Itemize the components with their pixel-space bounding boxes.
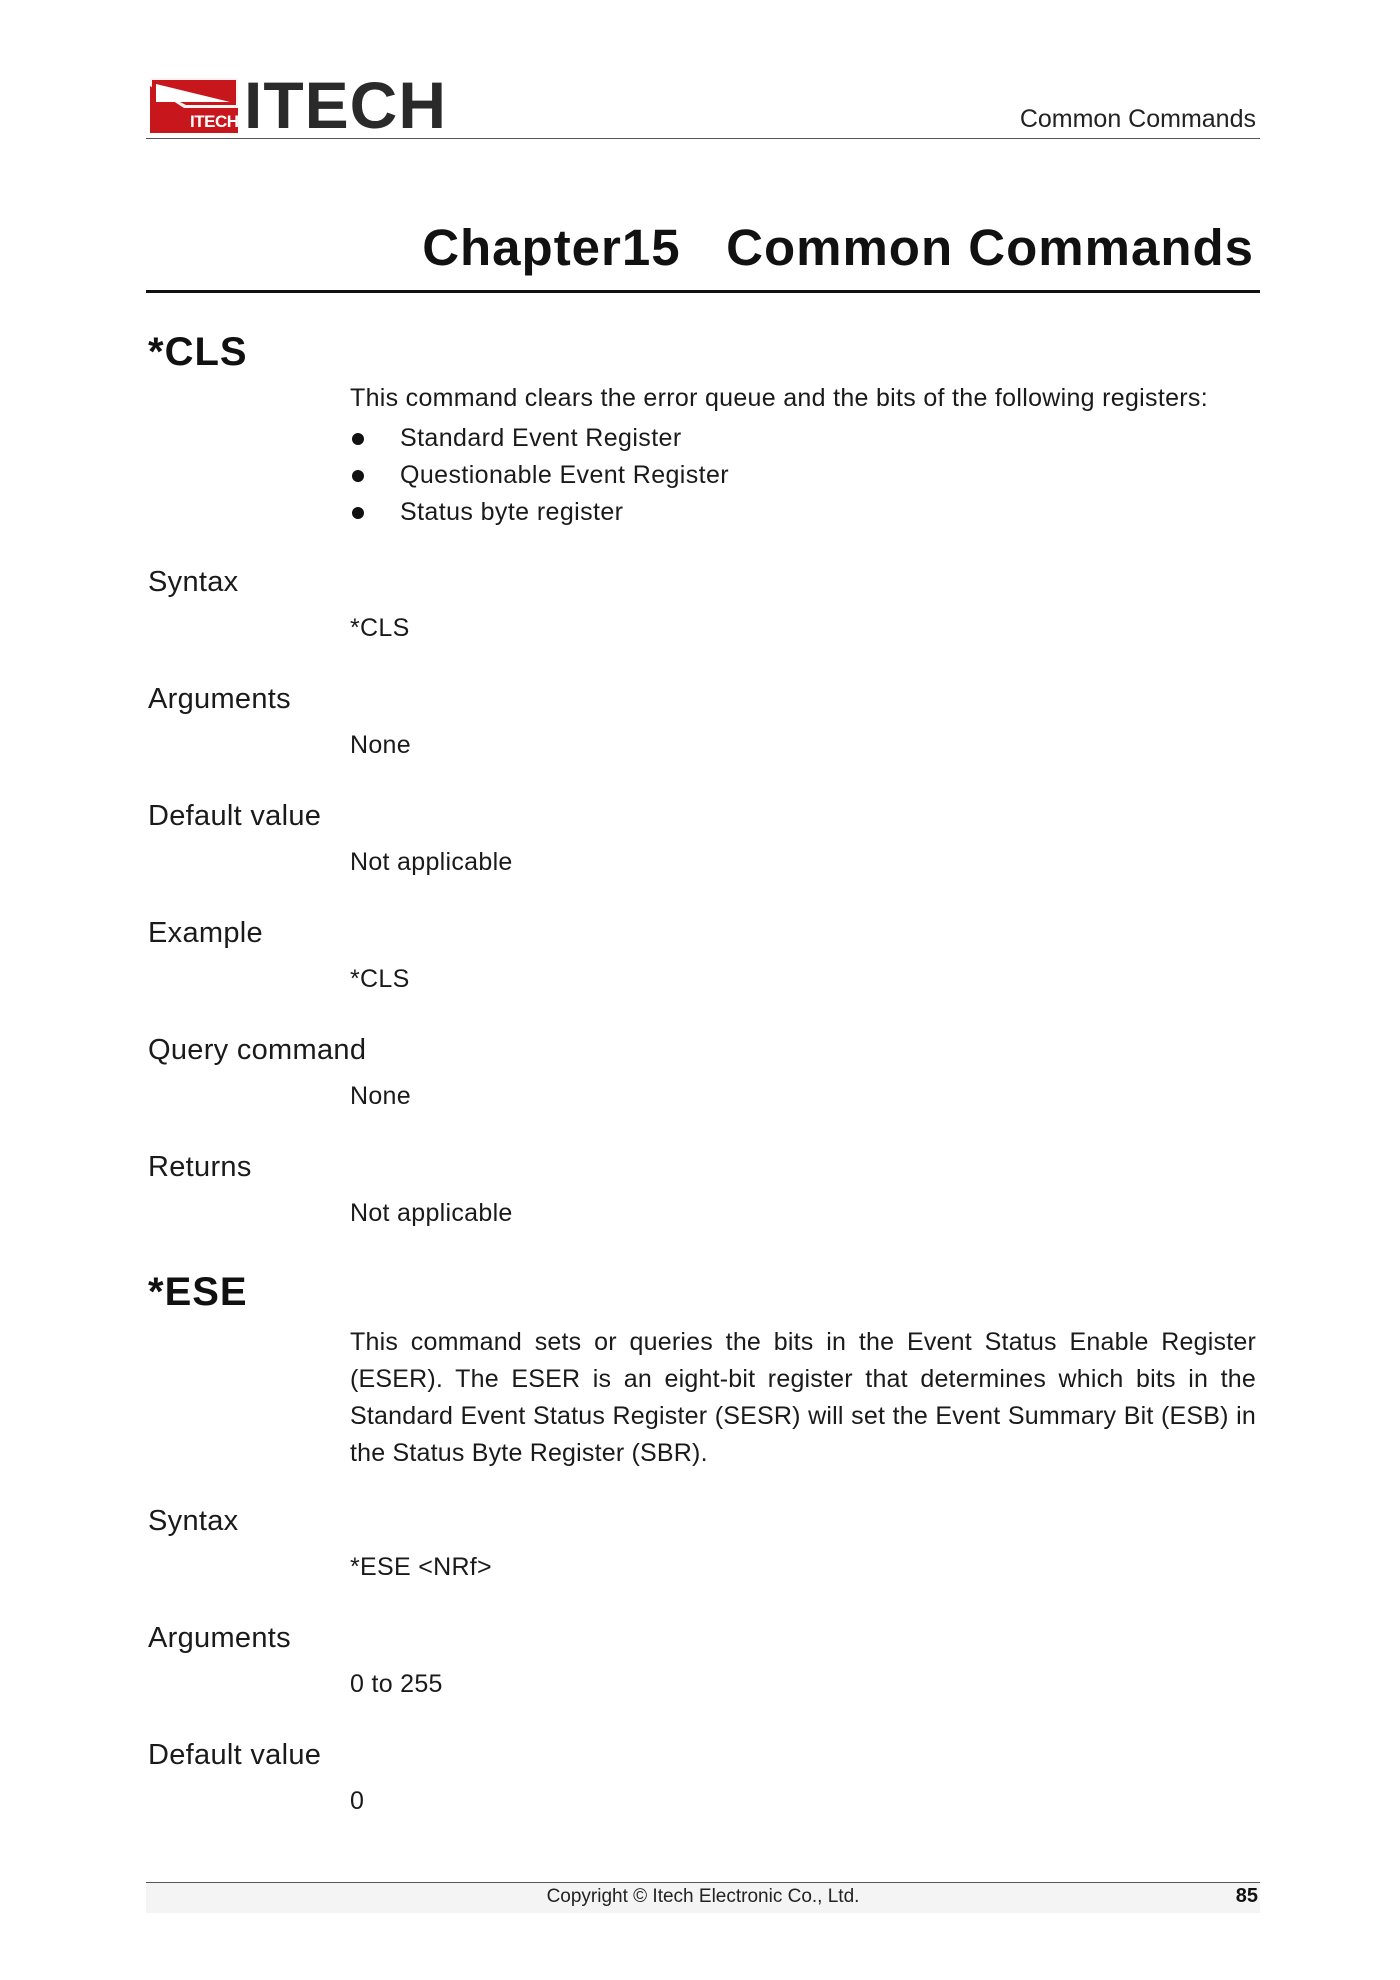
cls-syntax-value: *CLS <box>350 614 410 642</box>
cls-returns-label: Returns <box>148 1151 252 1183</box>
page-header <box>146 68 1260 142</box>
list-item-text: Standard Event Register <box>400 424 682 452</box>
cls-arguments-value: None <box>350 731 411 759</box>
footer-copyright: Copyright © Itech Electronic Co., Ltd. <box>546 1886 860 1907</box>
ese-description: This command sets or queries the bits in the Event Status Enable Register (ESER). The ESER is an eight-bit register that determines which bits in the Standard Event Status Register (SESR) will set the Event Summary Bit (ESB) in the Status Byte Register (SBR). <box>350 1328 1256 1467</box>
logo-badge <box>150 78 238 133</box>
cls-arguments-label: Arguments <box>148 683 291 715</box>
itech-logo <box>150 68 447 142</box>
ese-syntax-value: *ESE <NRf> <box>350 1553 492 1581</box>
header-section-title: Common Commands <box>1019 105 1256 133</box>
page-number: 85 <box>1235 1885 1258 1907</box>
list-item-text: Status byte register <box>400 498 624 526</box>
cls-syntax-label: Syntax <box>148 566 239 598</box>
cls-command-heading: *CLS <box>148 330 248 374</box>
logo-badge-text: ITECH <box>190 111 238 131</box>
list-item <box>350 420 729 457</box>
list-item <box>350 457 729 494</box>
chapter-title: Chapter15 Common Commands <box>422 219 1254 276</box>
cls-example-value: *CLS <box>350 965 410 993</box>
bullet-icon <box>352 433 364 445</box>
cls-register-list <box>350 420 729 531</box>
page-footer <box>146 1882 1260 1913</box>
cls-query-label: Query command <box>148 1034 367 1066</box>
ese-syntax-label: Syntax <box>148 1505 239 1537</box>
cls-description: This command clears the error queue and the bits of the following registers: <box>350 384 1208 412</box>
bullet-icon <box>352 507 364 519</box>
cls-default-value: Not applicable <box>350 848 513 876</box>
ese-arguments-value: 0 to 255 <box>350 1670 443 1698</box>
cls-default-label: Default value <box>148 800 322 832</box>
cls-returns-value: Not applicable <box>350 1199 513 1227</box>
logo-wordmark: ITECH <box>244 68 447 142</box>
bullet-icon <box>352 470 364 482</box>
cls-example-label: Example <box>148 917 263 949</box>
list-item-text: Questionable Event Register <box>400 461 730 489</box>
ese-arguments-label: Arguments <box>148 1622 291 1654</box>
ese-command-heading: *ESE <box>148 1270 248 1314</box>
chapter-heading <box>146 212 1260 293</box>
cls-query-value: None <box>350 1082 411 1110</box>
ese-default-label: Default value <box>148 1739 322 1771</box>
list-item <box>350 494 729 531</box>
ese-default-value: 0 <box>350 1787 365 1815</box>
